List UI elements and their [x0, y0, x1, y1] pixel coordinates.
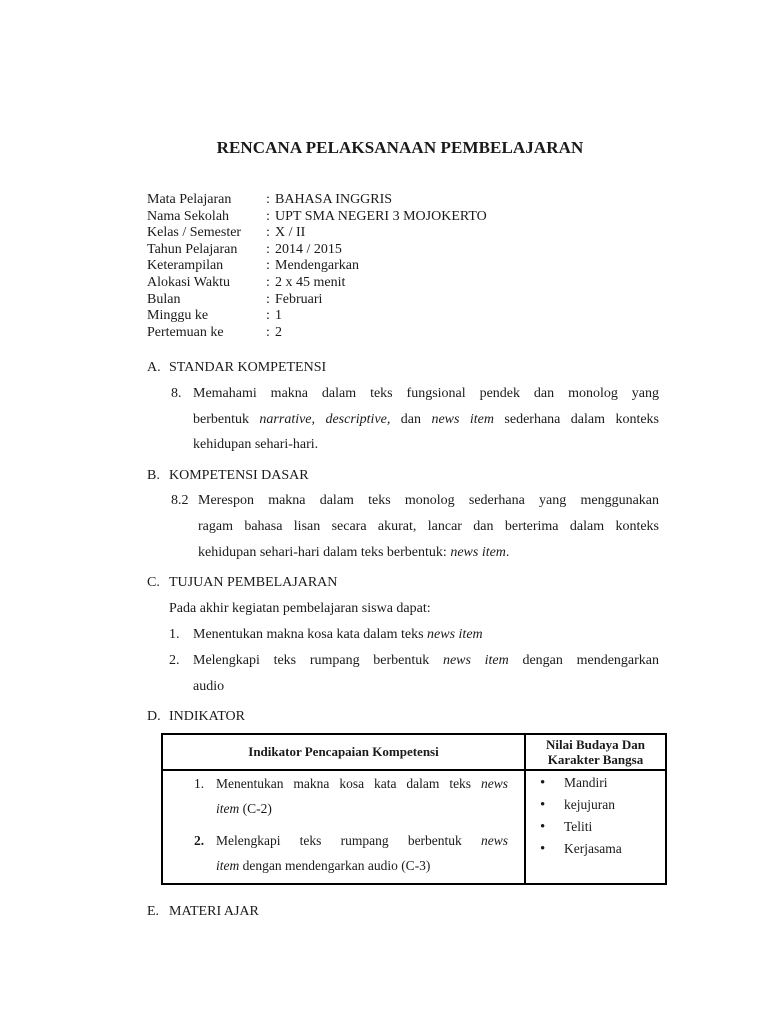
indicator-1: Menentukan makna kosa kata dalam teks news item (C-2) — [216, 776, 508, 816]
tp-item-2: Melengkapi teks rumpang berbentuk news item dengan mendengarkan audio — [193, 653, 659, 694]
tp-intro: Pada akhir kegiatan pembelajaran siswa dapat: — [169, 601, 431, 616]
kd-number: 8.2 — [171, 493, 189, 508]
table-header-values: Nilai Budaya Dan Karakter Bangsa — [525, 734, 666, 770]
indicator-cell — [162, 770, 525, 884]
kd-line-2: ragam bahasa lisan secara akurat, lancar dan berterima dalam konteks — [198, 519, 659, 534]
indicator-1-number: 1. — [194, 776, 205, 791]
document-page: RENCANA PELAKSANAAN PEMBELAJARAN Mata Pelajaran : BAHASA INGGRIS Nama Sekolah : UPT SMA NEGERI 3 MOJOKERTO Kelas / Semester : X / II Tahun Pelajaran : 2014 / 2015 Keterampilan : Mendengarkan Alokasi Waktu : 2 x 45 menit Bulan : Februari Minggu ke : 1 Pertemuan ke : 2 A. STANDAR KOMPETENSI 8. Memahami makna dalam teks fungsional pendek dan monolog yang berbentuk narrative, descriptive, dan news item sederhana dalam konteks kehidupan sehari-hari. B. KOMPETENSI DASAR 8.2 Merespon makna dalam teks monolog sederhana yang menggunakan ragam bahasa lisan secara akurat, lancar dan berterima dalam konteks kehidupan sehari-hari dalam teks berbentuk: news item. C. TUJUAN PEMBELAJARAN Pada akhir kegiatan pembelajaran siswa dapat: 1. Menentukan makna kosa kata dalam teks news item 2. Melengkapi teks rumpang berbentuk news item dengan mendengarkan audio D. INDIKATOR Indikator Pencapaian Kompetensi Nilai Budaya Dan Karakter Bangsa 1. Menentukan makna kosa kata dalam teks news item (C-2) 2. Melengkapi teks rumpang berbentuk news item dengan mendengarkan audio (C-3) • Mandiri • kejujuran • Teliti • Kerjasama E. MATERI AJAR — [0, 0, 768, 1024]
sk-paragraph — [193, 381, 659, 458]
list-item: • Kerjasama — [526, 838, 665, 860]
indicator-table — [161, 733, 667, 885]
values-list — [526, 772, 665, 860]
table-header-indicator: Indikator Pencapaian Kompetensi — [162, 734, 525, 770]
indicator-2: Melengkapi teks rumpang berbentuk news item dengan mendengarkan audio (C-3) — [216, 833, 508, 873]
list-item: • Teliti — [526, 816, 665, 838]
document-title: RENCANA PELAKSANAAN PEMBELAJARAN — [216, 138, 584, 157]
tp-item-2-number: 2. — [169, 653, 180, 668]
values-cell — [525, 770, 666, 884]
sk-line: kehidupan sehari-hari. — [193, 437, 319, 452]
indicator-2-number: 2. — [194, 833, 205, 848]
tp-item-1: Menentukan makna kosa kata dalam teks news item — [193, 627, 483, 642]
list-item: • Mandiri — [526, 772, 665, 794]
sk-number: 8. — [171, 386, 182, 401]
tp-item-1-number: 1. — [169, 627, 180, 642]
sk-line: Memahami makna dalam teks fungsional pendek dan monolog yang — [193, 386, 659, 401]
list-item: • kejujuran — [526, 794, 665, 816]
sk-line: berbentuk narrative, descriptive, dan news item sederhana dalam konteks — [193, 411, 659, 427]
kd-line-1: Merespon makna dalam teks monolog sederhana yang menggunakan — [198, 493, 659, 508]
kd-line-3: kehidupan sehari-hari dalam teks berbentuk: news item. — [198, 545, 510, 560]
